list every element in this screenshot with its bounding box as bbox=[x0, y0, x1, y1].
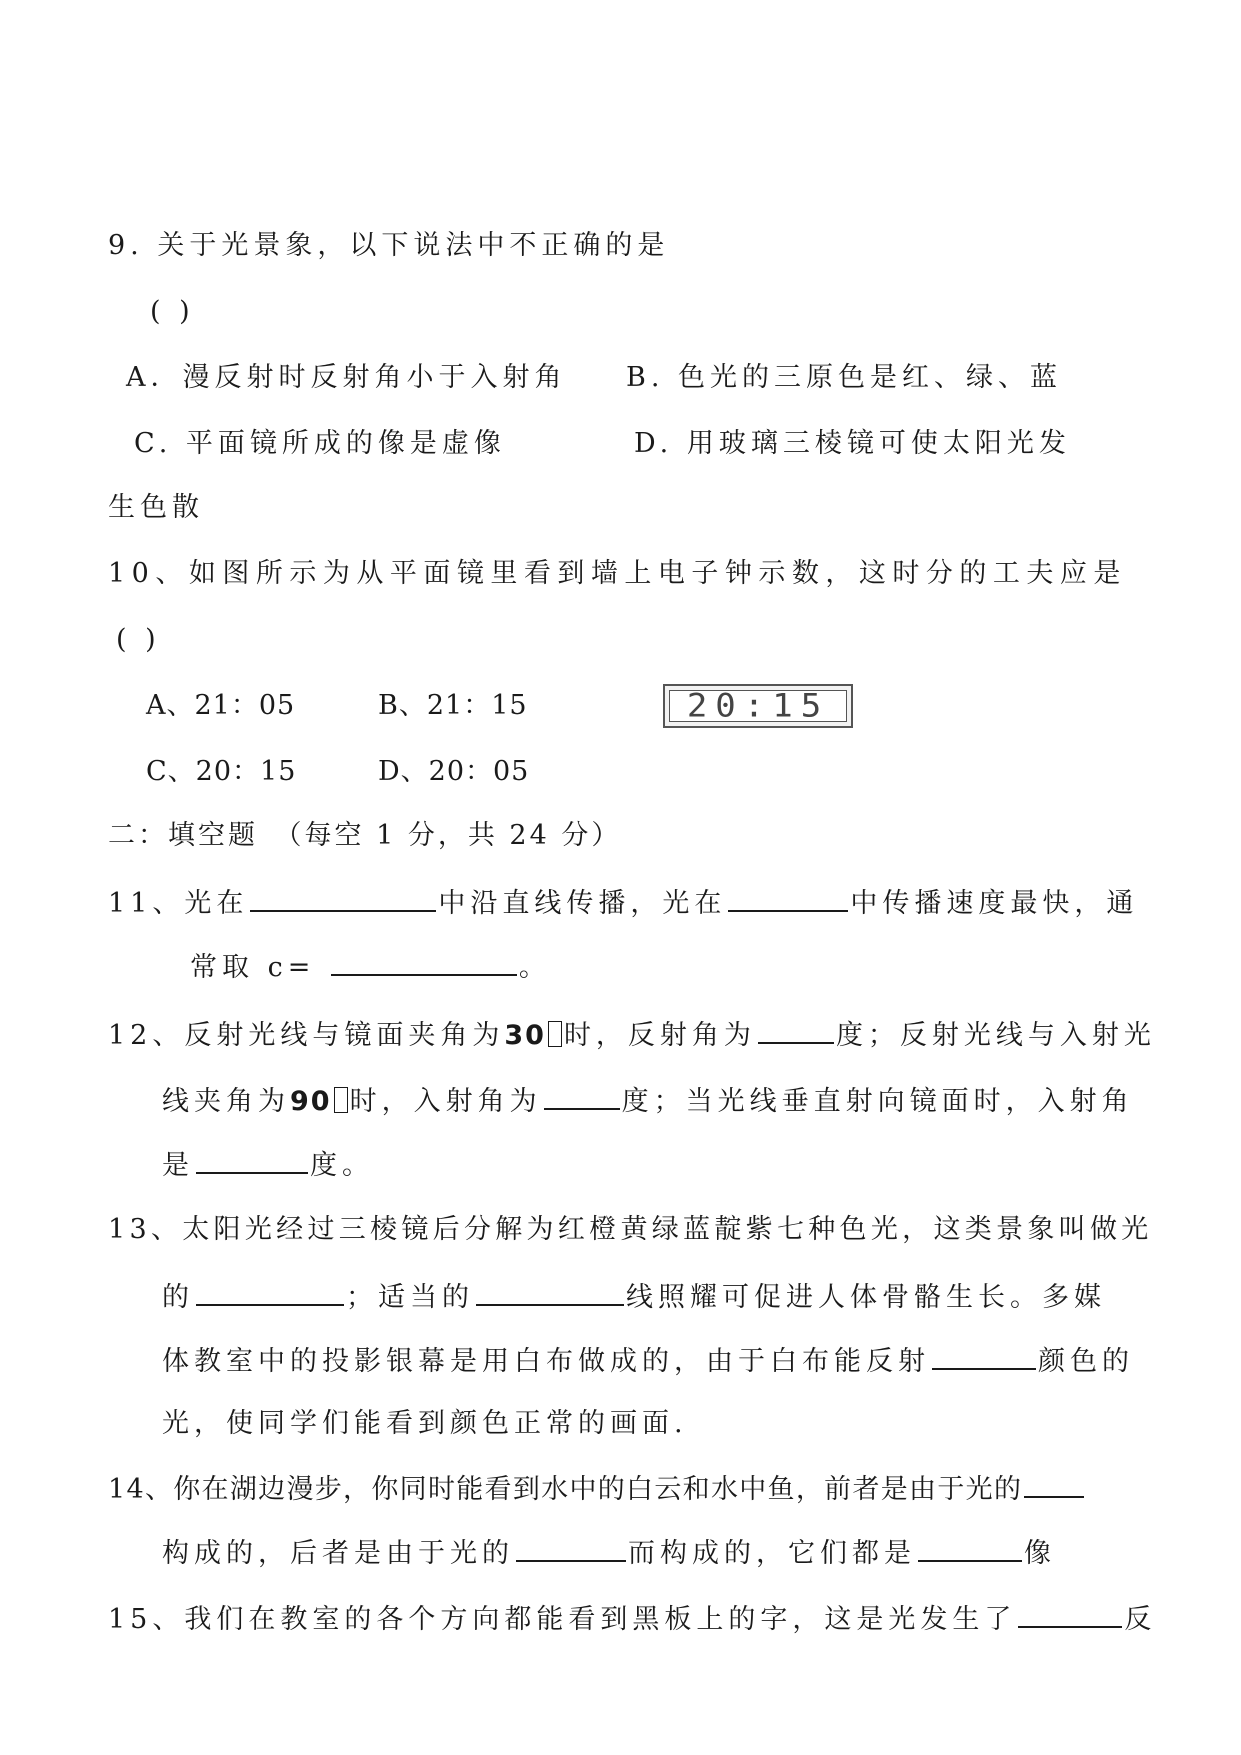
q14-line2 bbox=[162, 1534, 1056, 1572]
q13-text-3: ；适当的 bbox=[346, 1282, 474, 1313]
q9-option-b: B. 色光的三原色是红、绿、蓝 bbox=[626, 362, 1063, 393]
q12-text-2: 时，反射角为 bbox=[563, 1020, 756, 1051]
q10-option-a: A、21：05 bbox=[146, 690, 296, 721]
q14-text-3: 而构成的，它们都是 bbox=[628, 1538, 916, 1569]
q13-line1: 13、太阳光经过三棱镜后分解为红橙黄绿蓝靛紫七种色光，这类景象叫做光 bbox=[108, 1214, 1153, 1245]
q12-line3 bbox=[162, 1146, 374, 1184]
section-2-title: 二：填空题 （每空 1 分，共 24 分） bbox=[108, 820, 622, 851]
q9-answer-paren: ( ) bbox=[150, 296, 195, 327]
q11-text-5: 。 bbox=[518, 952, 551, 983]
q11-text-3: 中传播速度最快，通 bbox=[850, 888, 1139, 919]
q12-text-3: 度；反射光线与入射光 bbox=[835, 1020, 1156, 1051]
q14-blank-3 bbox=[918, 1534, 1022, 1562]
q12-angle-90: 90 bbox=[290, 1086, 332, 1117]
q10-answer-paren: ( ) bbox=[116, 624, 161, 655]
q12-line2 bbox=[162, 1082, 1134, 1120]
q10-option-d: D、20：05 bbox=[378, 756, 530, 787]
q10-option-b: B、21：15 bbox=[378, 690, 528, 721]
degree-placeholder-glyph bbox=[548, 1021, 562, 1047]
q11-text-4: 常取 c= bbox=[190, 952, 316, 983]
q11-line2 bbox=[190, 948, 551, 986]
q9-option-d: D. 用玻璃三棱镜可使太阳光发 bbox=[634, 428, 1071, 459]
clock-display-digits: 20:15 bbox=[686, 687, 830, 725]
q13-text-2: 的 bbox=[162, 1282, 194, 1313]
q14-text-2: 构成的，后者是由于光的 bbox=[162, 1538, 514, 1569]
q12-text-5: 时，入射角为 bbox=[349, 1086, 542, 1117]
q13-line2 bbox=[162, 1278, 1106, 1316]
q15-line1 bbox=[108, 1600, 1156, 1638]
q13-blank-1 bbox=[196, 1278, 344, 1306]
q12-blank-1 bbox=[758, 1016, 834, 1044]
q13-text-5: 体教室中的投影银幕是用白布做成的，由于白布能反射 bbox=[162, 1346, 930, 1377]
q15-text-1: 15、我们在教室的各个方向都能看到黑板上的字，这是光发生了 bbox=[108, 1604, 1017, 1635]
q12-text-1: 12、反射光线与镜面夹角为 bbox=[108, 1020, 505, 1051]
q11-text-2: 中沿直线传播，光在 bbox=[438, 888, 727, 919]
q10-stem: 10、如图所示为从平面镜里看到墙上电子钟示数，这时分的工夫应是 bbox=[108, 558, 1127, 589]
q11-blank-3 bbox=[331, 948, 517, 976]
q12-blank-3 bbox=[196, 1146, 308, 1174]
q9-option-d-continued: 生色散 bbox=[108, 492, 204, 523]
q12-text-6: 度；当光线垂直射向镜面时，入射角 bbox=[621, 1086, 1134, 1117]
q14-line1 bbox=[108, 1470, 1086, 1508]
q12-blank-2 bbox=[544, 1082, 620, 1110]
q13-line3 bbox=[162, 1342, 1134, 1380]
clock-display-frame bbox=[669, 687, 847, 725]
q13-text-4: 线照耀可促进人体骨骼生长。多媒 bbox=[626, 1282, 1106, 1313]
q11-blank-2 bbox=[728, 884, 848, 912]
q14-text-4: 像 bbox=[1024, 1538, 1056, 1569]
q14-text-1: 14、你在湖边漫步，你同时能看到水中的白云和水中鱼，前者是由于光的 bbox=[108, 1474, 1023, 1505]
mirror-clock-figure bbox=[663, 684, 853, 728]
q14-blank-2 bbox=[516, 1534, 626, 1562]
q12-line1 bbox=[108, 1016, 1156, 1054]
q11-blank-1 bbox=[250, 884, 436, 912]
q15-text-2: 反 bbox=[1124, 1604, 1157, 1635]
q10-option-c: C、20：15 bbox=[146, 756, 297, 787]
q13-blank-2 bbox=[476, 1278, 624, 1306]
q9-option-c: C. 平面镜所成的像是虚像 bbox=[134, 428, 506, 459]
q13-text-6: 颜色的 bbox=[1038, 1346, 1134, 1377]
q12-text-7: 是 bbox=[162, 1150, 194, 1181]
q11-line1 bbox=[108, 884, 1138, 922]
q9-stem: 9. 关于光景象，以下说法中不正确的是 bbox=[108, 230, 670, 261]
q15-blank-1 bbox=[1018, 1600, 1122, 1628]
q12-angle-30: 30 bbox=[504, 1020, 546, 1051]
q12-text-8: 度。 bbox=[310, 1150, 374, 1181]
q13-blank-3 bbox=[932, 1342, 1036, 1370]
q14-blank-1 bbox=[1024, 1470, 1084, 1498]
degree-placeholder-glyph bbox=[334, 1087, 348, 1113]
q12-text-4: 线夹角为 bbox=[162, 1086, 290, 1117]
q11-text-1: 11、光在 bbox=[108, 888, 249, 919]
q13-line4: 光，使同学们能看到颜色正常的画面. bbox=[162, 1408, 688, 1439]
q9-option-a: A．漫反射时反射角小于入射角 bbox=[126, 362, 567, 393]
